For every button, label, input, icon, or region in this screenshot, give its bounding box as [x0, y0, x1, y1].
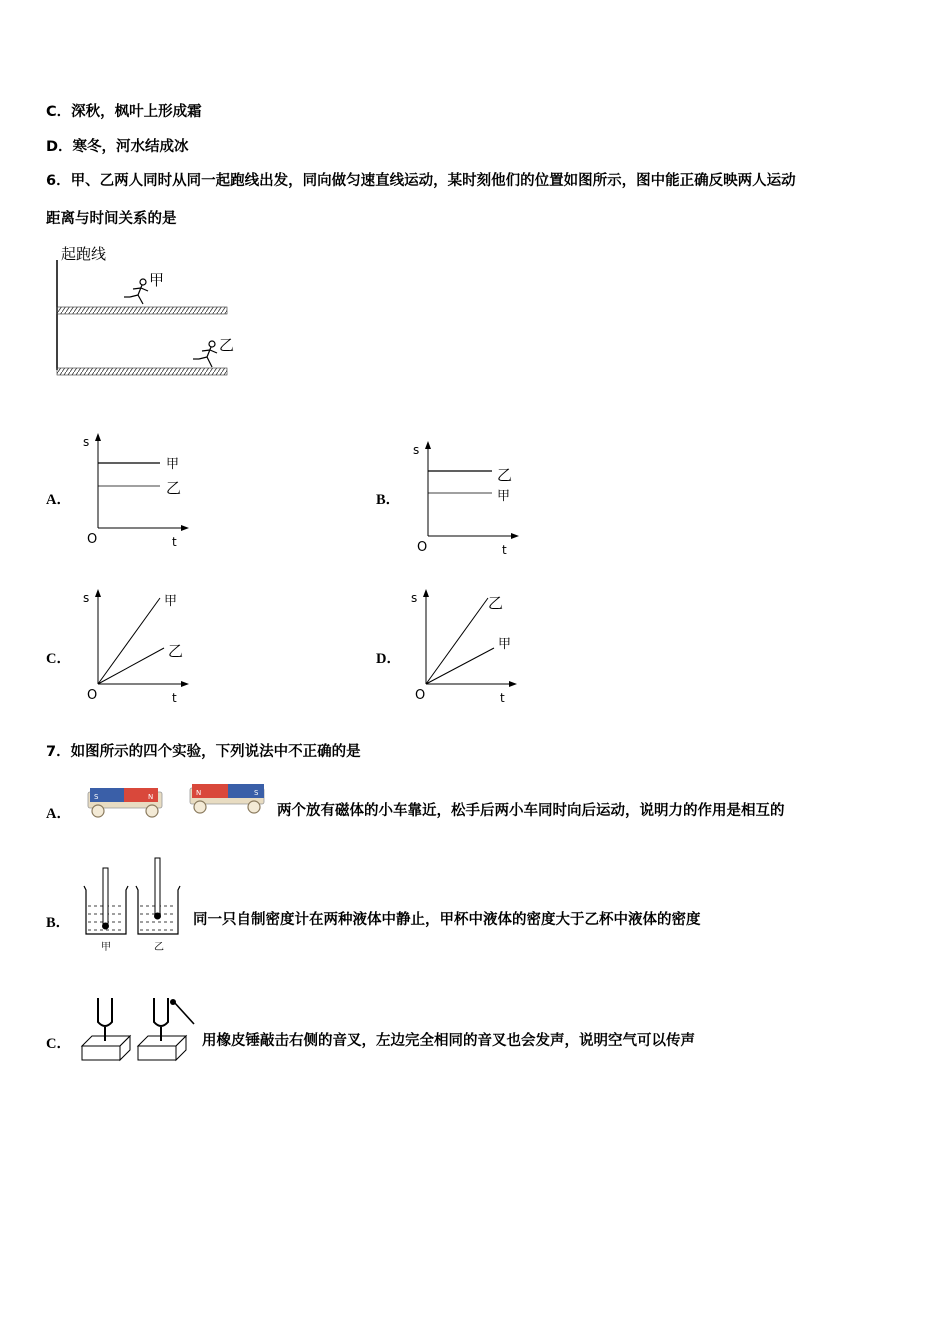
series-shallow-line [98, 648, 164, 684]
series-steep-label: 甲 [164, 594, 178, 609]
x-axis-label: t [172, 535, 177, 549]
q7-option-c-letter: C． [46, 1036, 71, 1052]
series-bottom-label: 甲 [497, 489, 511, 504]
runner-b-label: 乙 [219, 336, 235, 354]
cup-a-label: 甲 [101, 942, 111, 953]
q7-option-b-text: 同一只自制密度计在两种液体中静止，甲杯中液体的密度大于乙杯中液体的密度 [193, 912, 701, 928]
q6-option-d-graph [408, 586, 528, 706]
x-axis-label: t [172, 691, 177, 705]
q5-option-d: D．寒冬，河水结成冰 [46, 139, 189, 155]
start-line-label: 起跑线 [61, 245, 107, 263]
y-axis-label: s [83, 591, 90, 605]
tuning-forks-figure [78, 994, 200, 1066]
q6-option-a-letter: A． [46, 492, 71, 508]
series-steep-line [426, 598, 488, 684]
q6-stem-line1: 6．甲、乙两人同时从同一起跑线出发，同向做匀速直线运动，某时刻他们的位置如图所示，图中能正确反映两人运动 [46, 173, 796, 189]
series-top-label: 甲 [166, 457, 180, 472]
series-shallow-label: 乙 [168, 642, 184, 660]
q7-option-b-letter: B． [46, 915, 71, 931]
x-axis-label: t [500, 691, 505, 705]
density-meter-beakers-figure [80, 856, 190, 956]
q6-option-b-graph [410, 438, 530, 558]
origin-label: O [415, 688, 426, 703]
series-steep-line [98, 598, 160, 684]
q6-option-c-letter: C． [46, 651, 71, 667]
q7-option-c-text: 用橡皮锤敲击右侧的音叉，左边完全相同的音叉也会发声，说明空气可以传声 [202, 1033, 695, 1049]
runner-b-icon [193, 341, 217, 367]
q6-option-c-graph [80, 586, 200, 706]
q7-option-a-text: 两个放有磁体的小车靠近，松手后两小车同时向后运动，说明力的作用是相互的 [277, 803, 785, 819]
cup-b-label: 乙 [154, 942, 164, 953]
y-axis-label: s [413, 443, 420, 457]
origin-label: O [87, 688, 98, 703]
magnet-s-label: S [254, 789, 259, 797]
origin-label: O [417, 540, 428, 555]
origin-label: O [87, 532, 98, 547]
q5-option-c: C．深秋，枫叶上形成霜 [46, 104, 202, 120]
q6-option-a-graph [80, 430, 200, 550]
lane-divider-bottom [57, 368, 227, 375]
magnet-n-label: N [196, 789, 202, 797]
y-axis-label: s [411, 591, 418, 605]
q6-stem-line2: 距离与时间关系的是 [46, 211, 177, 227]
x-axis-label: t [502, 543, 507, 557]
magnet-n-label: N [148, 793, 154, 801]
series-shallow-label: 甲 [498, 637, 512, 652]
magnet-s-label: S [94, 793, 99, 801]
q6-option-b-letter: B． [376, 492, 401, 508]
q7-option-a-letter: A． [46, 806, 71, 822]
lane-divider-top [57, 307, 227, 314]
series-shallow-line [426, 648, 494, 684]
magnet-carts-figure [82, 780, 272, 825]
runner-a-label: 甲 [149, 271, 165, 289]
runner-a-icon [124, 279, 148, 304]
y-axis-label: s [83, 435, 90, 449]
series-bottom-label: 乙 [166, 479, 182, 497]
q7-stem: 7．如图所示的四个实验，下列说法中不正确的是 [46, 744, 361, 760]
q6-race-scene-figure [50, 240, 240, 380]
series-steep-label: 乙 [488, 594, 504, 612]
series-top-label: 乙 [497, 466, 513, 484]
q6-option-d-letter: D． [376, 651, 401, 667]
